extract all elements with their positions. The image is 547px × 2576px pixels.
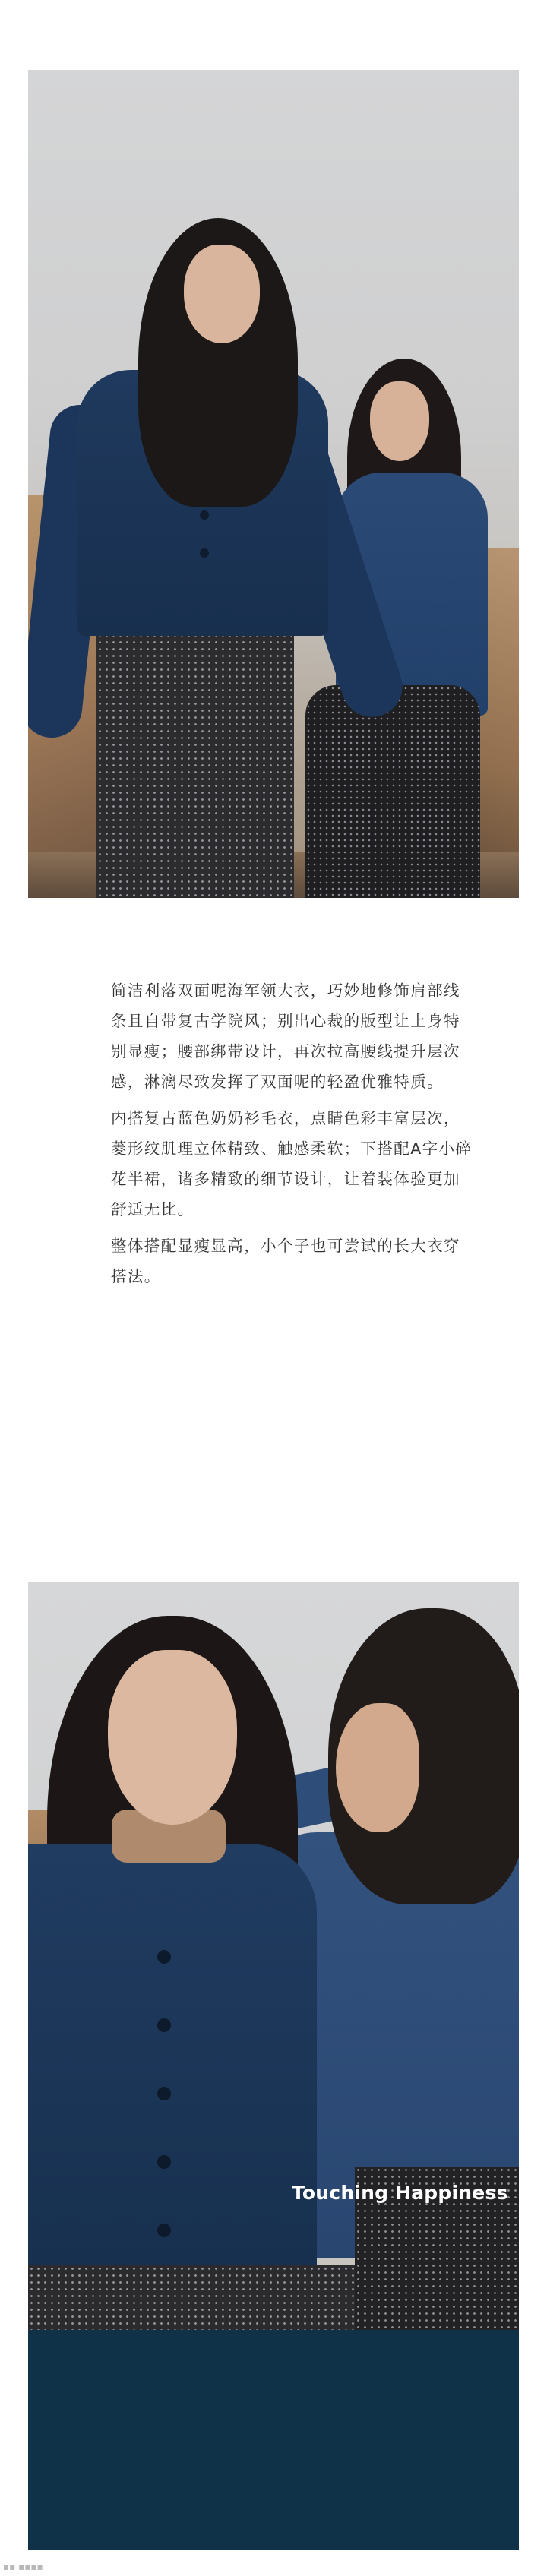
model-a-floral-skirt bbox=[96, 632, 294, 898]
cardigan-button bbox=[157, 2224, 171, 2237]
fashion-photo-2 bbox=[28, 1582, 519, 2330]
model-a-face bbox=[184, 245, 260, 343]
photo-overlay-caption: Touching Happiness bbox=[292, 2182, 508, 2204]
model-b-floral-skirt bbox=[305, 685, 480, 898]
model-a-face bbox=[108, 1650, 237, 1825]
cardigan-button bbox=[157, 1950, 171, 1964]
model-b-face bbox=[336, 1703, 419, 1832]
cardigan-button bbox=[157, 2087, 171, 2100]
model-b-face bbox=[370, 381, 429, 461]
model-a-floral-skirt bbox=[28, 2265, 355, 2330]
cardigan-button bbox=[157, 2155, 171, 2169]
model-a-cardigan bbox=[28, 1844, 317, 2269]
article-text bbox=[111, 975, 476, 1297]
fashion-photo-1 bbox=[28, 70, 519, 898]
cardigan-button bbox=[200, 510, 209, 520]
cardigan-button bbox=[157, 2018, 171, 2032]
cardigan-button bbox=[200, 548, 209, 558]
paragraph-1: 简洁利落双面呢海军领大衣，巧妙地修饰肩部线条且自带复古学院风；别出心裁的版型让上身特别显瘦；腰部绑带设计，再次拉高腰线提升层次感，淋漓尽致发挥了双面呢的轻盈优雅特质。 bbox=[111, 981, 460, 1091]
paragraph-2: 内搭复古蓝色奶奶衫毛衣，点睛色彩丰富层次，菱形纹肌理立体精致、触感柔软；下搭配A字小碎花半裙，诸多精致的细节设计，让着装体验更加舒适无比。 bbox=[111, 1109, 473, 1218]
paragraph-3: 整体搭配显瘦显高，小个子也可尝试的长大衣穿搭法。 bbox=[111, 1237, 460, 1285]
watermark-logo: ▪▪ ▪▪▪▪ bbox=[3, 2562, 43, 2572]
navy-color-block bbox=[28, 2330, 519, 2550]
